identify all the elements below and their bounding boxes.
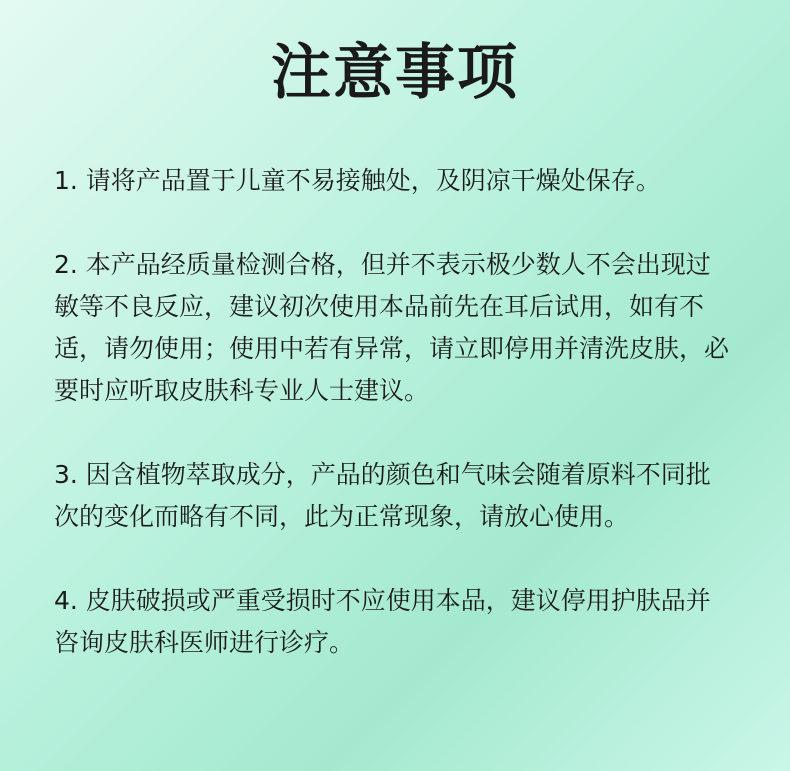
note-item-3: 3. 因含植物萃取成分，产品的颜色和气味会随着原料不同批 次的变化而略有不同，此为正常现象，请放心使用。 [54,460,711,531]
notes-list [54,160,744,706]
page-title: 注意事项 [271,38,519,108]
note-item-1: 1. 请将产品置于儿童不易接触处，及阴凉干燥处保存。 [54,166,661,195]
note-item-4: 4. 皮肤破损或严重受损时不应使用本品，建议停用护肤品并 咨询皮肤科医师进行诊疗。 [54,586,711,657]
note-item-2: 2. 本产品经质量检测合格，但并不表示极少数人不会出现过 敏等不良反应，建议初次使用本品前先在耳后试用，如有不 适，请勿使用；使用中若有异常，请立即停用并清洗皮肤，必 要时应听取皮肤科专业人士建议。 [54,250,730,405]
